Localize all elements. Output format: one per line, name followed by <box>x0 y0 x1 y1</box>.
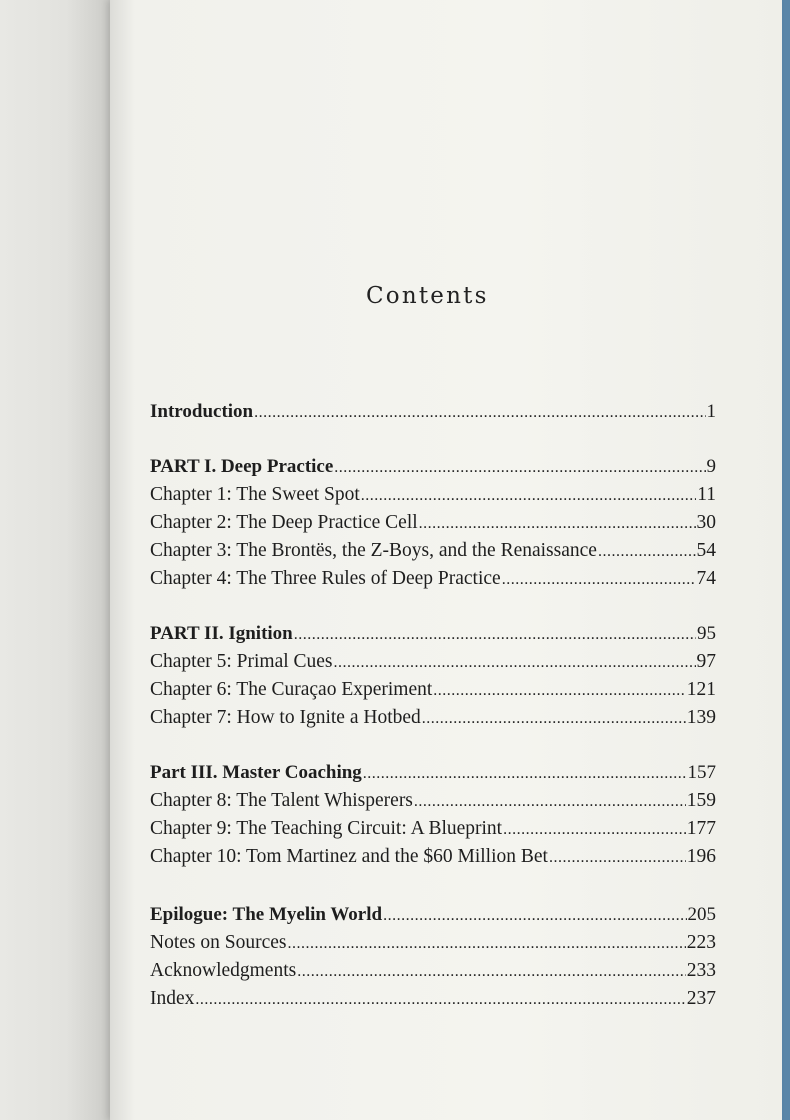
toc-label: Introduction <box>150 401 254 422</box>
toc-section-part-3 <box>150 759 716 787</box>
toc-label: Chapter 1: The Sweet Spot <box>150 484 360 505</box>
leader-dots <box>422 705 686 733</box>
toc-page-number: 159 <box>686 790 716 811</box>
toc-page-number: 97 <box>696 651 716 672</box>
toc-label: Chapter 4: The Three Rules of Deep Practice <box>150 568 501 589</box>
toc-entry <box>150 787 716 815</box>
toc-page-number: 237 <box>686 988 716 1009</box>
toc-label: PART II. Ignition <box>150 623 293 644</box>
toc-page-number: 196 <box>686 846 716 867</box>
toc-page-number: 205 <box>687 904 716 925</box>
toc-label: Acknowledgments <box>150 960 297 981</box>
leader-dots <box>549 844 686 872</box>
left-page <box>0 0 120 1120</box>
leader-dots <box>383 902 686 930</box>
toc-page-number: 11 <box>697 484 716 505</box>
toc-label: Chapter 7: How to Ignite a Hotbed <box>150 707 421 728</box>
leader-dots <box>363 760 687 788</box>
toc-label: Notes on Sources <box>150 932 287 953</box>
toc-label: Part III. Master Coaching <box>150 762 362 783</box>
leader-dots <box>419 510 696 538</box>
toc-entry <box>150 704 716 732</box>
leader-dots <box>294 621 696 649</box>
toc-label: PART I. Deep Practice <box>150 456 334 477</box>
toc-page-number: 1 <box>706 401 716 422</box>
toc-page-number: 54 <box>696 540 716 561</box>
toc-entry <box>150 676 716 704</box>
toc-entry <box>150 957 716 985</box>
page-title: Contents <box>366 283 489 309</box>
toc-page-number: 139 <box>686 707 716 728</box>
toc-entry <box>150 929 716 957</box>
toc-page-number: 121 <box>686 679 716 700</box>
leader-dots <box>254 399 705 427</box>
toc-label: Epilogue: The Myelin World <box>150 904 383 925</box>
toc-label: Chapter 3: The Brontës, the Z-Boys, and the Renaissance <box>150 540 597 561</box>
toc-page-number: 157 <box>687 762 716 783</box>
toc-page-number: 30 <box>696 512 716 533</box>
table-of-contents <box>150 398 716 1013</box>
toc-section-part-1 <box>150 453 716 481</box>
leader-dots <box>297 958 686 986</box>
toc-label: Chapter 2: The Deep Practice Cell <box>150 512 418 533</box>
leader-dots <box>598 538 696 566</box>
toc-label: Index <box>150 988 195 1009</box>
toc-label: Chapter 6: The Curaçao Experiment <box>150 679 433 700</box>
toc-label: Chapter 10: Tom Martinez and the $60 Million Bet <box>150 846 548 867</box>
toc-section-epilogue <box>150 901 716 929</box>
toc-page-number: 233 <box>686 960 716 981</box>
toc-page-number: 177 <box>686 818 716 839</box>
leader-dots <box>334 454 705 482</box>
toc-entry <box>150 648 716 676</box>
toc-page-number: 95 <box>697 623 716 644</box>
toc-label: Chapter 9: The Teaching Circuit: A Blueprint <box>150 818 503 839</box>
toc-section-introduction <box>150 398 716 426</box>
toc-entry <box>150 537 716 565</box>
toc-page-number: 223 <box>686 932 716 953</box>
toc-entry <box>150 509 716 537</box>
leader-dots <box>287 930 685 958</box>
toc-label: Chapter 5: Primal Cues <box>150 651 333 672</box>
toc-page-number: 9 <box>706 456 716 477</box>
toc-section-part-2 <box>150 620 716 648</box>
leader-dots <box>433 677 685 705</box>
leader-dots <box>414 788 686 816</box>
leader-dots <box>361 482 696 510</box>
toc-entry <box>150 481 716 509</box>
leader-dots <box>334 649 696 677</box>
toc-label: Chapter 8: The Talent Whisperers <box>150 790 413 811</box>
toc-entry <box>150 565 716 593</box>
leader-dots <box>195 986 685 1014</box>
leader-dots <box>503 816 686 844</box>
leader-dots <box>502 566 696 594</box>
toc-entry <box>150 985 716 1013</box>
toc-entry <box>150 843 716 871</box>
toc-page-number: 74 <box>696 568 716 589</box>
toc-entry <box>150 815 716 843</box>
